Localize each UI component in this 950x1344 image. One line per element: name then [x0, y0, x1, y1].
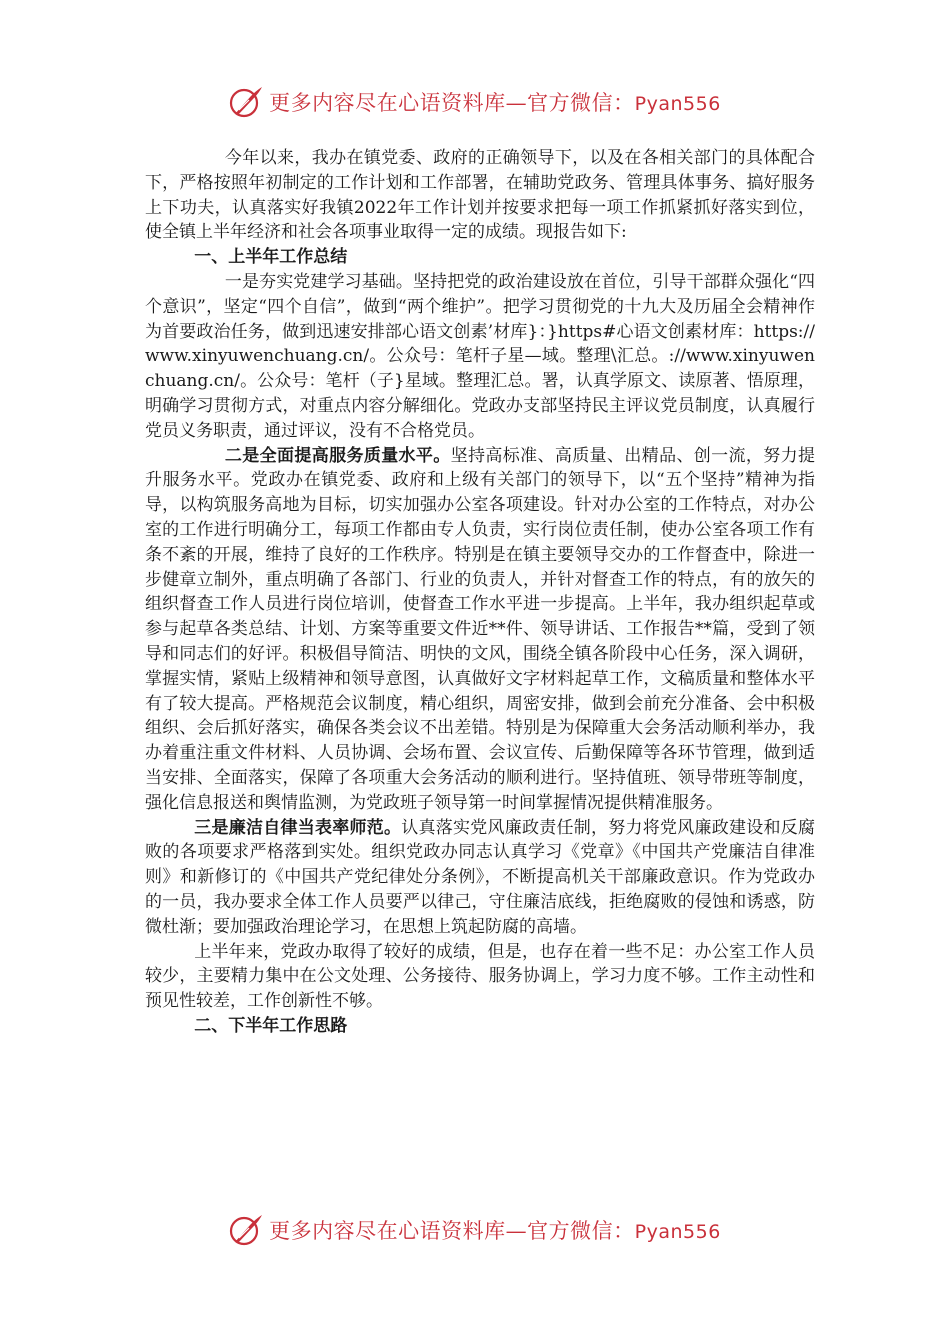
item-3-paragraph [145, 816, 815, 940]
banner-wechat-id: Pyan556 [634, 93, 721, 115]
section-heading-1: 一、上半年工作总结 [194, 247, 348, 268]
document-body [145, 146, 815, 1039]
item-1-paragraph [145, 270, 815, 444]
banner-text-cn: 更多内容尽在心语资料库—官方微信： [269, 91, 635, 115]
banner-text-cn: 更多内容尽在心语资料库—官方微信： [269, 1219, 635, 1243]
section-heading-2: 二、下半年工作思路 [194, 1015, 348, 1036]
shortcomings-paragraph: 上半年来，党政办取得了较好的成绩，但是，也存在着一些不足：办公室工作人员较少，主要精力集中在公文处理、公务接待、服务协调上，学习力度不够。工作主动性和预见性较差，工作创新性不够。 [145, 941, 815, 1012]
item-2-paragraph [145, 444, 815, 816]
footer-banner [0, 1210, 950, 1250]
banner-text [269, 87, 721, 117]
banner-wechat-id: Pyan556 [634, 1221, 721, 1243]
item-2-body: 坚持高标准、高质量、出精品、创一流，努力提升服务水平。党政办在镇党委、政府和上级有关部门的领导下，以“五个坚持”精神为指导，以构筑服务高地为目标，切实加强办公室各项建设。针对办公室的工作特点，对办公室的工作进行明确分工，每项工作都由专人负责，实行岗位责任制，使办公室各项工作有条不紊的开展，维持了良好的工作秩序。特别是在镇主要领导交办的工作督查中，除进一步健章立制外，重点明确了各部门、行业的负责人，并针对督查工作的特点，有的放矢的组织督查工作人员进行岗位培训，使督查工作水平进一步提高。上半年，我办组织起草或参与起草各类总结、计划、方案等重要文件近**件、领导讲话、工作报告**篇，受到了领导和同志们的好评。积极倡导简洁、明快的文风，围绕全镇各阶段中心任务，深入调研，掌握实情，紧贴上级精神和领导意图，认真做好文字材料起草工作，文稿质量和整体水平有了较大提高。严格规范会议制度，精心组织，周密安排，做到会前充分准备、会中积极组织、会后抓好落实，确保各类会议不出差错。特别是为保障重大会务活动顺利举办，我办着重注重文件材料、人员协调、会场布置、会议宣传、后勤保障等各环节管理，做到适当安排、全面落实，保障了各项重大会务活动的顺利进行。坚持值班、领导带班等制度，强化信息报送和舆情监测，为党政班子领导第一时间掌握情况提供精准服务。 [145, 445, 816, 813]
item-1-body: 坚持把党的政治建设放在首位，引导干部群众强化“四个意识”，坚定“四个自信”，做到“两个维护”。把学习贯彻党的十九大及历届全会精神作为首要政治任务，做到迅速安排部心语文创素’材库}：}https#心语文创素材库：https://www.xinyuwenchuang.cn/。公众号：笔杆子星—域。整理\汇总。://www.xinyuwenchuang.cn/。公众号：笔杆（子}星域。整理汇总。署，认真学原文、读原著、悟原理，明确学习贯彻方式，对重点内容分解细化。党政办支部坚持民主评议党员制度，认真履行党员义务职责，通过评议，没有不合格党员。 [145, 271, 815, 441]
quill-pen-logo-icon [229, 1212, 265, 1248]
intro-paragraph: 今年以来，我办在镇党委、政府的正确领导下，以及在各相关部门的具体配合下，严格按照年初制定的工作计划和工作部署，在辅助党政务、管理具体事务、搞好服务上下功夫，认真落实好我镇2022年工作计划并按要求把每一项工作抓紧抓好落实到位，使全镇上半年经济和社会各项事业取得一定的成绩。现报告如下: [145, 148, 815, 243]
item-3-lead: 三是廉洁自律当表率师范。 [194, 817, 402, 838]
header-banner [0, 82, 950, 122]
quill-pen-logo-icon [229, 84, 265, 120]
item-3-body: 认真落实党风廉政责任制，努力将党风廉政建设和反腐败的各项要求严格落到实处。组织党政办同志认真学习《党章》《中国共产党廉洁自律准则》和新修订的《中国共产党纪律处分条例》，不断提高机关干部廉政意识。作为党政办的一员，我办要求全体工作人员要严以律己，守住廉洁底线，拒绝腐败的侵蚀和诱惑，防微杜渐；要加强政治理论学习，在思想上筑起防腐的高墙。 [145, 817, 815, 937]
banner-text [269, 1215, 721, 1245]
item-1-lead: 一是夯实党建学习基础。 [224, 271, 413, 292]
item-2-lead: 二是全面提高服务质量水平。 [224, 445, 451, 466]
